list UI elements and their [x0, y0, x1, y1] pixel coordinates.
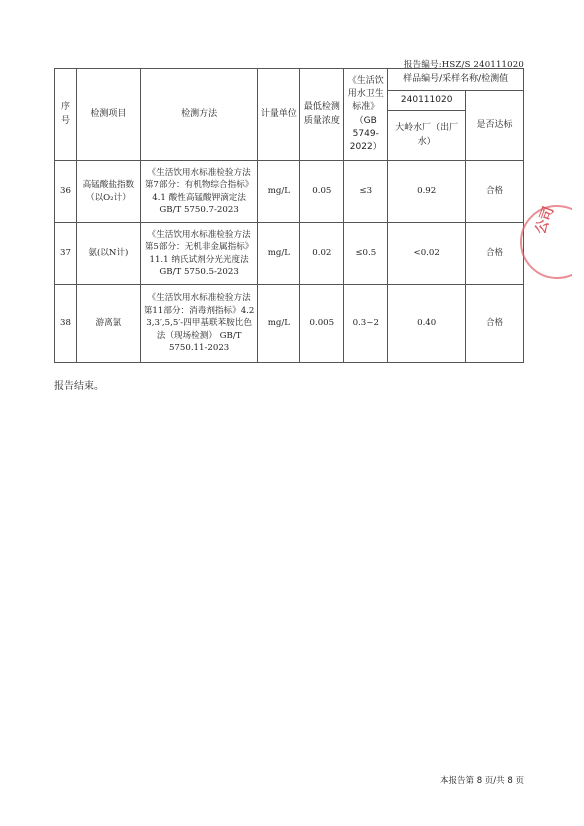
header-seq: 序号 — [55, 69, 77, 161]
header-min-conc: 最低检测质量浓度 — [300, 69, 344, 161]
row-standard: 0.3~2 — [344, 285, 388, 363]
row-value: 0.40 — [388, 285, 466, 363]
row-seq: 36 — [55, 161, 77, 223]
row-item: 氨(以N计) — [76, 223, 140, 285]
header-compliance: 是否达标 — [466, 91, 524, 161]
header-sample-no: 240111020 — [388, 91, 466, 111]
row-min-conc: 0.05 — [300, 161, 344, 223]
row-compliance: 合格 — [466, 285, 524, 363]
header-sample-name: 大岭水厂（出厂水） — [388, 111, 466, 161]
row-method: 《生活饮用水标准检验方法 第11部分：消毒剂指标》4.2 3,3′,5,5′-四甲基联苯胺比色法（现场检测） GB/T 5750.11-2023 — [140, 285, 258, 363]
row-min-conc: 0.005 — [300, 285, 344, 363]
header-method: 检测方法 — [140, 69, 258, 161]
row-value: <0.02 — [388, 223, 466, 285]
report-number: 报告编号:HSZ/S 240111020 — [403, 60, 524, 70]
row-seq: 37 — [55, 223, 77, 285]
header-standard: 《生活饮用水卫生标准》（GB 5749-2022） — [344, 69, 388, 161]
table-row — [55, 285, 524, 363]
test-results-table — [54, 68, 524, 363]
table-row — [55, 223, 524, 285]
row-unit: mg/L — [258, 285, 300, 363]
row-compliance: 合格 — [466, 161, 524, 223]
row-standard: ≤3 — [344, 161, 388, 223]
row-unit: mg/L — [258, 161, 300, 223]
header-sample-group: 样品编号/采样名称/检测值 — [388, 69, 524, 91]
row-item: 高锰酸盐指数（以O₂计） — [76, 161, 140, 223]
page-footer: 本报告第 8 页/共 8 页 — [440, 776, 524, 786]
row-method: 《生活饮用水标准检验方法 第5部分：无机非金属指标》11.1 纳氏试剂分光光度法 GB/T 5750.5-2023 — [140, 223, 258, 285]
company-seal-stamp: 公司 — [512, 200, 572, 280]
table-row — [55, 161, 524, 223]
row-seq: 38 — [55, 285, 77, 363]
row-value: 0.92 — [388, 161, 466, 223]
row-item: 游离氯 — [76, 285, 140, 363]
row-min-conc: 0.02 — [300, 223, 344, 285]
header-item: 检测项目 — [76, 69, 140, 161]
row-method: 《生活饮用水标准检验方法 第7部分：有机物综合指标》4.1 酸性高锰酸钾滴定法 GB/T 5750.7-2023 — [140, 161, 258, 223]
report-end-text: 报告结束。 — [54, 381, 104, 392]
row-standard: ≤0.5 — [344, 223, 388, 285]
row-unit: mg/L — [258, 223, 300, 285]
header-unit: 计量单位 — [258, 69, 300, 161]
row-compliance: 合格 — [466, 223, 524, 285]
